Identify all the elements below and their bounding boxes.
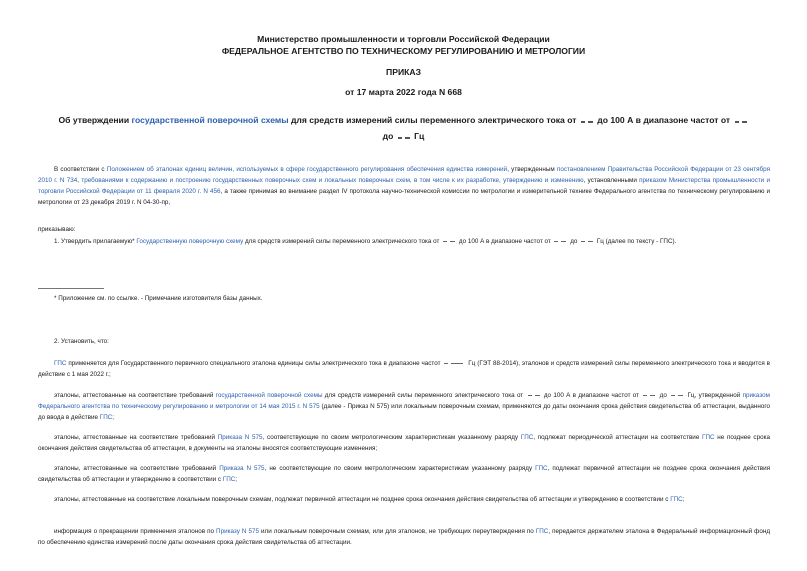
ministry-order-link[interactable]: приказом Министерства промышленности и торговли Российской Федерации от 11 февраля 2020 г. N 456	[38, 177, 771, 195]
order-word: приказываю:	[38, 226, 76, 233]
etalons-paragraph-4: эталоны, аттестованные на соответствие локальным поверочным схемам, подлежат первичной аттестации не позднее срока окончания действия свидетельства об аттестации и утверждению в соответствии с ГПС;	[54, 496, 685, 503]
gps-link[interactable]: ГПС	[702, 434, 715, 441]
etalons-paragraph-1: эталоны, аттестованные на соответствие требований государственной поверочной схемы для средств измерений силы переменного электрического тока от до 100 А в диапазоне частот от до Гц, утвержденной приказом Федерального агентства по техническому регулированию и метрологии от 14 мая 2015 г. N 575 (далее - Приказ N 575) или локальным поверочным схемам, применяются до даты окончания срока действия свидетельства об аттестации, выданного до ввода в действие ГПС;	[38, 392, 770, 421]
gps-paragraph: ГПС применяется для Государственного первичного специального эталона единицы силы электрического тока в диапазоне частот Гц (ГЭТ 88-2014), эталонов и средств измерений силы переменного электрического тока и вводится в действие с 1 мая 2022 г.;	[38, 360, 771, 378]
formula-image	[579, 117, 595, 124]
formula-image	[579, 238, 595, 245]
item-1-paragraph: 1. Утвердить прилагаемую* Государственную поверочную схему для средств измерений силы переменного электрического тока от до 100 А в диапазоне частот от до Гц (далее по тексту - ГПС).	[54, 238, 677, 245]
formula-image	[552, 238, 568, 245]
gps-link[interactable]: ГПС	[222, 476, 236, 483]
gps-link[interactable]: ГПС	[99, 414, 113, 421]
formula-image	[669, 392, 685, 399]
document-title: Об утверждении государственной поверочной схемы для средств измерений силы переменного электрического тока от до 100 А в диапазоне частот от до Гц	[30, 112, 777, 144]
regulation-link[interactable]: Положением об эталонах единиц величин, используемых в сфере государственного регулирования обеспечения единства измерений	[106, 166, 508, 173]
formula-image	[526, 392, 542, 399]
gps-link[interactable]: ГПС	[520, 434, 534, 441]
gps-link[interactable]: ГПС	[54, 360, 67, 367]
order-575-link[interactable]: приказом Федерального агентства по техническому регулированию и метрологии от 14 мая 2015 г. N 575	[38, 392, 770, 410]
requirements-link[interactable]: требованиями к содержанию и построению государственных поверочных схем и локальных поверочных схем, в том числе к их разработке, утверждению и изменению	[81, 177, 584, 184]
formula-image	[396, 133, 412, 140]
formula-image	[441, 238, 457, 245]
document-type: ПРИКАЗ	[386, 67, 421, 77]
info-paragraph: информация о прекращении применения эталонов по Приказу N 575 или локальным поверочным схемам, или для эталонов, не требующих переутверждения по ГПС, передается держателем эталона в Федеральный информационный фонд по обеспечению единства измерений после даты окончания срока действия свидетельства об аттестации.	[38, 528, 770, 546]
gps-link[interactable]: ГПС	[535, 528, 549, 535]
formula-image	[733, 117, 749, 124]
etalons-paragraph-3: эталоны, аттестованные на соответствие требований Приказа N 575, не соответствующие по своим метрологическим характеристикам указанному разряду ГПС, подлежат первичной аттестации не позднее срока окончания действия свидетельства об аттестации и утверждению в соответствии с ГПС;	[38, 465, 770, 483]
title-scheme-link[interactable]: государственной поверочной схемы	[131, 115, 289, 125]
order-575-link[interactable]: Приказа N 575	[219, 465, 265, 472]
order-575-link[interactable]: Приказа N 575	[217, 434, 263, 441]
ministry-name: Министерство промышленности и торговли Российской Федерации	[257, 34, 550, 44]
etalons-paragraph-2: эталоны, аттестованные на соответствие требований Приказа N 575, соответствующие по своим метрологическим характеристикам указанному разряду ГПС, подлежат периодической аттестации на соответствие ГПС не позднее срока окончания действия свидетельства об аттестации, в документы на эталоны вносятся соответствующие изменения;	[38, 434, 770, 452]
formula-image	[641, 392, 657, 399]
item-2-heading: 2. Установить, что:	[54, 338, 109, 345]
footnote: * Приложение см. по ссылке. - Примечание изготовителя базы данных.	[54, 295, 263, 302]
agency-name: ФЕДЕРАЛЬНОЕ АГЕНТСТВО ПО ТЕХНИЧЕСКОМУ РЕГУЛИРОВАНИЮ И МЕТРОЛОГИИ	[221, 46, 586, 56]
document-date-number: от 17 марта 2022 года N 668	[345, 87, 462, 97]
approved-scheme-link[interactable]: Государственную поверочную схему	[136, 238, 244, 245]
gps-link[interactable]: ГПС	[670, 496, 683, 503]
order-575-link[interactable]: Приказу N 575	[216, 528, 259, 535]
state-scheme-link[interactable]: государственной поверочной схемы	[215, 392, 323, 399]
preamble-paragraph: В соответствии с Положением об эталонах единиц величин, используемых в сфере государственного регулирования обеспечения единства измерений, утвержденным постановлением Правительства Российской Федерации от 23 сентября 2010 г. N 734, требованиями к содержанию и построению государственных поверочных схем и локальных поверочных схем, в том числе к их разработке, утверждению и изменению, установленными приказом Министерства промышленности и торговли Российской Федерации от 11 февраля 2020 г. N 456, а также принимая во внимание раздел IV протокола научно-технической комиссии по метрологии и измерительной технике Федерального агентства по техническому регулированию и метрологии от 23 декабря 2019 г. N 04-30-пр,	[38, 166, 771, 206]
formula-image	[442, 360, 466, 367]
government-resolution-link[interactable]: постановлением Правительства Российской Федерации от 23 сентября 2010 г. N 734	[38, 166, 770, 184]
gps-link[interactable]: ГПС	[535, 465, 548, 472]
footnote-separator	[38, 288, 104, 289]
